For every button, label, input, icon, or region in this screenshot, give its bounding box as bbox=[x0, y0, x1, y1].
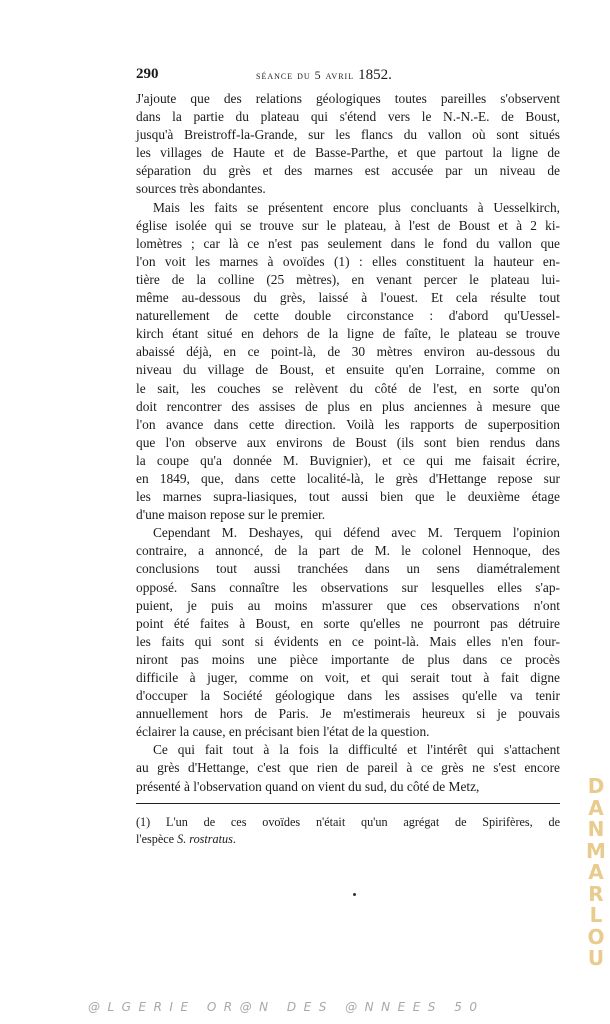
body-line: l'on avance dans cette direction. Voilà les rapports de superposition bbox=[136, 416, 560, 432]
body-line: point été faites à Boust, en sorte qu'elles ne pourront pas détruire bbox=[136, 615, 560, 631]
watermark-letter: R bbox=[588, 881, 604, 906]
body-line: les marnes supra-liasiques, tout aussi bien que le deuxième étage bbox=[136, 489, 560, 505]
body-line: les faits qui sont si évidents en ce point-là. Mais elles n'en four- bbox=[136, 633, 560, 649]
running-title bbox=[256, 67, 392, 84]
body-text bbox=[136, 90, 560, 796]
body-line: Cependant M. Deshayes, qui défend avec M. Terquem l'opinion bbox=[153, 525, 560, 541]
body-line: Ce qui fait tout à la fois la difficulté et l'intérêt qui s'attachent bbox=[153, 742, 560, 758]
body-line: sources très abondantes. bbox=[136, 181, 266, 197]
body-line: abaissé déjà, en ce point-là, de 30 mètres environ au-dessous du bbox=[136, 344, 560, 360]
watermark-letter: U bbox=[587, 946, 605, 970]
printer-dot bbox=[353, 893, 356, 896]
body-line: difficile à juger, comme on voit, et qui serait tout à fait digne bbox=[136, 670, 560, 685]
body-line: éclairer la cause, en précisant bien l'état de la question. bbox=[136, 724, 430, 740]
watermark-letter: A bbox=[588, 860, 604, 884]
body-line: J'ajoute que des relations géologiques toutes pareilles s'observent bbox=[136, 91, 560, 106]
body-line: séparation du grès et des marnes est accusée par un niveau de bbox=[136, 163, 560, 179]
body-line: au grès d'Hettange, c'est que rien de pareil à ce grès ne s'est encore bbox=[136, 760, 560, 776]
body-line: kirch étant situé en dehors de la ligne de faîte, le plateau se trouve bbox=[136, 326, 560, 342]
body-line: présenté à l'observation quand on vient du sud, du côté de Metz, bbox=[136, 778, 480, 794]
watermark-letter: D bbox=[587, 774, 605, 798]
body-line: Mais les faits se présentent encore plus concluants à Uesselkirch, bbox=[153, 199, 560, 215]
body-line: d'une maison repose sur le premier. bbox=[136, 507, 326, 523]
body-line: le sait, les couches se relèvent du côté de l'est, en sorte qu'on bbox=[136, 380, 560, 396]
running-title-year: 1852. bbox=[358, 67, 392, 83]
body-line: lomètres ; car là ce n'est pas seulement dans le fond du vallon que bbox=[136, 235, 560, 251]
body-line: l'on voit les marnes à ovoïdes (1) : elles constituent la hauteur en- bbox=[136, 253, 560, 269]
watermark-letter: O bbox=[587, 924, 605, 949]
body-line: même au-dessous du grès, laissé à l'ouest. Et cela résulte tout bbox=[136, 290, 560, 306]
footnote-rule bbox=[136, 803, 560, 804]
body-line: puient, je puis au moins m'assurer que ces observations n'ont bbox=[136, 597, 560, 613]
watermark-letter: A bbox=[588, 795, 604, 820]
body-line: les villages de Haute et de Basse-Parthe, et que partout la ligne de bbox=[136, 145, 560, 161]
body-line: contraire, a annoncé, de la part de M. le colonel Hennoque, des bbox=[136, 543, 560, 559]
footnote-line-2 bbox=[136, 831, 560, 848]
watermark-letter: N bbox=[587, 817, 605, 841]
body-line: la coupe qu'a donnée M. Buvignier), et ce qui me faisait écrire, bbox=[136, 452, 560, 468]
body-line: en 1849, que, dans cette localité-là, le grès d'Hettange repose sur bbox=[136, 470, 560, 486]
body-line: église isolée qui se trouve sur le plateau, à l'est de Boust et à 2 ki- bbox=[136, 217, 560, 233]
footnote bbox=[136, 814, 560, 848]
body-line: que l'on observe aux environs de Boust (ils sont bien rendus dans bbox=[136, 434, 560, 450]
body-line: opposé. Sans connaître les observations sur lesquelles elles s'ap- bbox=[136, 579, 560, 595]
watermark-vertical bbox=[584, 776, 608, 970]
body-line: niveau du village de Boust, et ensuite qu'en Lorraine, comme on bbox=[136, 362, 560, 378]
watermark-letter: M bbox=[586, 838, 606, 863]
watermark-letter: L bbox=[589, 903, 603, 927]
body-line: tière de la colline (25 mètres), en venant percer le plateau lui- bbox=[136, 271, 560, 287]
watermark-bottom: @LGERIE OR@N DES @NNEES 50 bbox=[88, 1000, 485, 1014]
body-line: annuellement hors de Paris. Je m'estimerais heureux si je pouvais bbox=[136, 706, 560, 722]
body-line: conclusions tout aussi tranchées dans un sens diamétralement bbox=[136, 561, 560, 577]
body-line: niront pas moins une pièce importante de plus dans ce procès bbox=[136, 651, 560, 667]
footnote-line-2-prefix: l'espèce bbox=[136, 832, 178, 846]
body-line: naturellement de cette double circonstance : d'abord qu'Uessel- bbox=[136, 308, 560, 324]
body-line: d'occuper la Société géologique dans les assises qu'elle va tenir bbox=[136, 688, 560, 704]
body-line: dans la partie du plateau qui s'étend vers le N.-N.-E. de Boust, bbox=[136, 109, 560, 125]
body-line: jusqu'à Breistroff-la-Grande, sur les flancs du vallon où sont situés bbox=[136, 127, 560, 143]
footnote-line-1: (1) L'un de ces ovoïdes n'était qu'un agrégat de Spirifères, de bbox=[136, 815, 560, 829]
footnote-line-2-suffix: . bbox=[232, 832, 236, 846]
running-title-text: séance du 5 avril bbox=[256, 68, 355, 82]
footnote-species-name: S. rostratus bbox=[177, 832, 233, 846]
page-number: 290 bbox=[136, 66, 159, 82]
body-line: doit rencontrer des assises de plus en plus anciennes à mesure que bbox=[136, 398, 560, 414]
running-head bbox=[136, 66, 560, 84]
